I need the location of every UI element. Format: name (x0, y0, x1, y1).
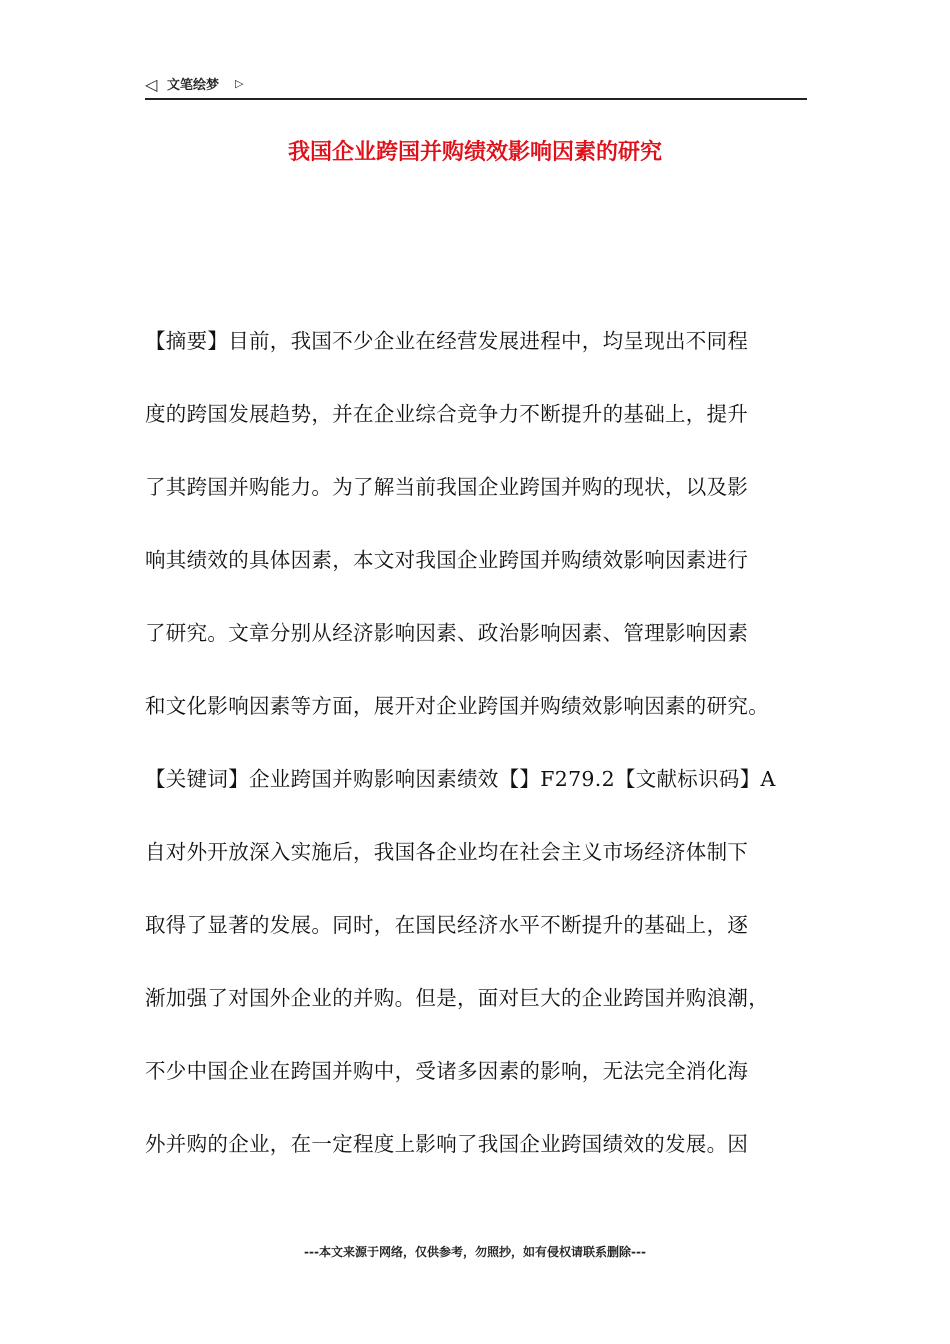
text-line-keywords: 【关键词】企业跨国并购影响因素绩效【】F279.2【文献标识码】A (145, 767, 776, 791)
text-line-abstract-6: 和文化影响因素等方面，展开对企业跨国并购绩效影响因素的研究。 (145, 694, 769, 718)
text-line-abstract-5: 了研究。文章分别从经济影响因素、政治影响因素、管理影响因素 (145, 621, 749, 645)
text-line-abstract-3: 了其跨国并购能力。为了解当前我国企业跨国并购的现状，以及影 (145, 475, 749, 499)
text-line-body-2: 取得了显著的发展。同时，在国民经济水平不断提升的基础上，逐 (145, 913, 749, 937)
header-brand: 文笔绘梦 (167, 78, 220, 93)
triangle-right-icon: ▷ (235, 77, 244, 90)
text-line-body-5: 外并购的企业，在一定程度上影响了我国企业跨国绩效的发展。因 (145, 1132, 749, 1156)
text-line-body-1: 自对外开放深入实施后，我国各企业均在社会主义市场经济体制下 (145, 840, 749, 864)
page-header (145, 74, 807, 100)
text-line-body-3: 渐加强了对国外企业的并购。但是，面对巨大的企业跨国并购浪潮， (145, 986, 769, 1010)
document-body (145, 322, 815, 1198)
footer-notice: ---本文来源于网络，仅供参考，勿照抄，如有侵权请联系删除--- (304, 1245, 646, 1259)
text-line-abstract-2: 度的跨国发展趋势，并在企业综合竞争力不断提升的基础上，提升 (145, 402, 749, 426)
text-line-abstract-4: 响其绩效的具体因素，本文对我国企业跨国并购绩效影响因素进行 (145, 548, 749, 572)
triangle-left-icon: ◁ (145, 75, 158, 94)
text-line-body-4: 不少中国企业在跨国并购中，受诸多因素的影响，无法完全消化海 (145, 1059, 749, 1083)
text-line-abstract-1: 【摘要】目前，我国不少企业在经营发展进程中，均呈现出不同程 (145, 329, 749, 353)
document-title: 我国企业跨国并购绩效影响因素的研究 (287, 140, 662, 165)
